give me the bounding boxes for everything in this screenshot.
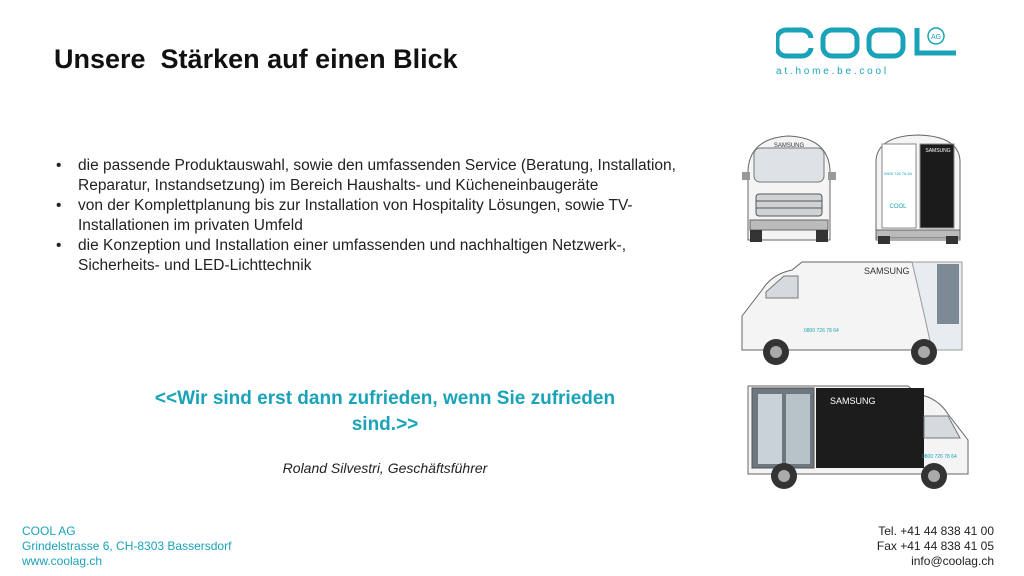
svg-text:0800 726 78 64: 0800 726 78 64	[884, 171, 912, 176]
footer-contact-info	[877, 524, 994, 569]
svg-text:COOL: COOL	[889, 204, 907, 210]
list-item: • die passende Produktauswahl, sowie den umfassenden Service (Beratung, Installation, Reparatur, Instandsetzung) im Bereich Haushalts- und Kücheneinbaugeräte	[56, 157, 676, 194]
svg-text:SAMSUNG: SAMSUNG	[830, 396, 876, 406]
logo-badge: AG	[930, 34, 942, 41]
quote-author: Roland Silvestri, Geschäftsführer	[282, 460, 488, 476]
strengths-list	[56, 156, 706, 276]
list-item: • von der Komplettplanung bis zur Installation von Hospitality Lösungen, sowie TV-Installationen im privaten Umfeld	[56, 197, 633, 234]
footer-website-link[interactable]: www.coolag.ch	[22, 554, 103, 568]
van-front-image	[736, 130, 842, 245]
footer-email-link[interactable]: info@coolag.ch	[911, 554, 994, 568]
list-item: • die Konzeption und Installation einer umfassenden und nachhaltigen Netzwerk-, Sicherheits- und LED-Lichttechnik	[56, 237, 627, 274]
van-side-image	[732, 254, 972, 370]
quote: <<Wir sind erst dann zufrieden, wenn Sie zufrieden sind.>>	[154, 388, 616, 435]
van-side-image-2	[738, 376, 972, 494]
footer-address: Grindelstrasse 6, CH-8303 Bassersdorf	[22, 539, 232, 553]
van-rear-image	[868, 130, 968, 245]
logo-tagline: a t . h o m e . b e . c o o l	[776, 66, 887, 77]
svg-text:0800 726 78 64: 0800 726 78 64	[922, 454, 957, 460]
svg-text:0800 726 78 64: 0800 726 78 64	[804, 328, 839, 334]
footer-company: COOL AG	[22, 524, 76, 538]
cool-ag-logo	[776, 22, 962, 78]
svg-text:SAMSUNG: SAMSUNG	[925, 148, 951, 154]
svg-text:SAMSUNG: SAMSUNG	[773, 143, 805, 149]
slide-title: Unsere Stärken auf einen Blick	[54, 44, 458, 74]
footer-fax: Fax +41 44 838 41 05	[876, 539, 994, 553]
footer-tel: Tel. +41 44 838 41 00	[878, 524, 994, 538]
footer-company-info	[22, 524, 231, 569]
svg-text:SAMSUNG: SAMSUNG	[864, 266, 910, 276]
